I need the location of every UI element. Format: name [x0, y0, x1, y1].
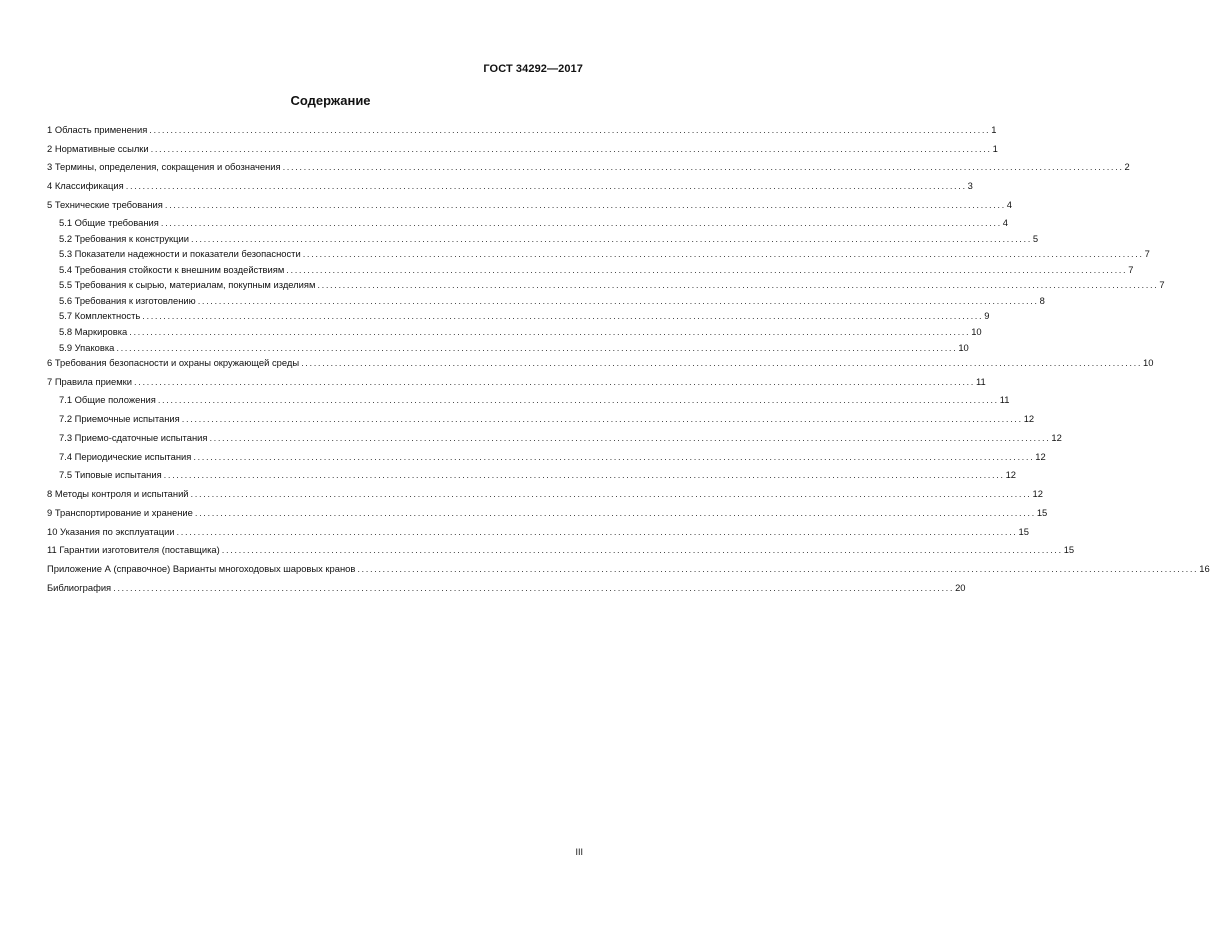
toc-subentry[interactable] — [59, 324, 982, 338]
toc-leader-dots: ........................................................................................................................................................................................................ — [149, 124, 991, 135]
toc-leader-dots: ........................................................................................................................................................................................................ — [357, 563, 1199, 574]
toc-entry[interactable] — [47, 580, 966, 594]
page-title: Содержание — [290, 93, 371, 108]
toc-entry-label: 5.8 Маркировка — [59, 326, 128, 337]
toc-entry-page: 4 — [1002, 217, 1009, 228]
toc-entry-page: 7 — [1128, 264, 1134, 275]
toc-entry-page: 15 — [1018, 526, 1029, 537]
toc-entry[interactable] — [47, 505, 1048, 519]
toc-leader-dots: ........................................................................................................................................................................................................ — [282, 161, 1124, 172]
toc-entry-page: 12 — [1035, 451, 1046, 462]
toc-leader-dots: ........................................................................................................................................................................................................ — [197, 295, 1039, 306]
toc-entry-label: 3 Термины, определения, сокращения и обозначения — [47, 161, 281, 172]
toc-entry-label: 7.5 Типовые испытания — [59, 469, 162, 480]
toc-entry-label: 9 Транспортирование и хранение — [47, 507, 193, 518]
toc-leader-dots: ........................................................................................................................................................................................................ — [181, 413, 1023, 424]
toc-entry-page: 12 — [1005, 469, 1017, 480]
toc-subentry[interactable] — [59, 411, 1035, 425]
toc-subentry[interactable] — [59, 246, 1150, 260]
toc-entry[interactable] — [47, 542, 1075, 556]
toc-subentry[interactable] — [59, 262, 1134, 276]
toc-entry[interactable] — [47, 374, 986, 388]
toc-leader-dots: ........................................................................................................................................................................................................ — [142, 310, 984, 321]
toc-entry-label: 8 Методы контроля и испытаний — [47, 488, 189, 499]
toc-subentry[interactable] — [59, 467, 1017, 481]
toc-entry-page: 7 — [1159, 279, 1165, 290]
toc-leader-dots: ........................................................................................................................................................................................................ — [157, 394, 999, 405]
toc-entry-label: 7.4 Периодические испытания — [59, 451, 192, 462]
toc-entry-page: 11 — [975, 376, 986, 387]
toc-entry-page: 10 — [971, 326, 982, 337]
toc-entry[interactable] — [47, 561, 1210, 575]
toc-leader-dots: ........................................................................................................................................................................................................ — [134, 376, 975, 387]
toc-entry-label: 5.2 Требования к конструкции — [59, 233, 189, 244]
toc-leader-dots: ........................................................................................................................................................................................................ — [194, 507, 1036, 518]
toc-entry-page: 20 — [955, 582, 966, 593]
toc-leader-dots: ........................................................................................................................................................................................................ — [125, 180, 967, 191]
toc-leader-dots: ........................................................................................................................................................................................................ — [150, 143, 992, 154]
toc-entry-label: 5.1 Общие требования — [59, 217, 159, 228]
toc-leader-dots: ........................................................................................................................................................................................................ — [302, 248, 1144, 259]
toc-entry-page: 10 — [958, 342, 969, 353]
toc-leader-dots: ........................................................................................................................................................................................................ — [301, 357, 1143, 368]
toc-entry-label: 11 Гарантии изготовителя (поставщика) — [47, 544, 220, 555]
toc-entry-label: Приложение А (справочное) Варианты многоходовых шаровых кранов — [47, 563, 356, 574]
toc-entry-label: 4 Классификация — [47, 180, 124, 191]
toc-entry-page: 11 — [999, 394, 1010, 405]
standard-number: ГОСТ 34292—2017 — [483, 63, 583, 75]
toc-entry-page: 12 — [1023, 413, 1035, 424]
toc-entry-label: 2 Нормативные ссылки — [47, 143, 149, 154]
toc-entry[interactable] — [47, 197, 1013, 211]
toc-subentry[interactable] — [59, 231, 1039, 245]
toc-entry-page: 16 — [1199, 563, 1210, 574]
toc-entry-label: 5.3 Показатели надежности и показатели безопасности — [59, 248, 301, 259]
toc-leader-dots: ........................................................................................................................................................................................................ — [193, 451, 1035, 462]
toc-entry-page: 8 — [1039, 295, 1045, 306]
toc-subentry[interactable] — [59, 215, 1009, 229]
toc-entry-label: 7.3 Приемо-сдаточные испытания — [59, 432, 208, 443]
toc-entry[interactable] — [47, 355, 1154, 369]
toc-entry-label: 7.2 Приемочные испытания — [59, 413, 180, 424]
toc-leader-dots: ........................................................................................................................................................................................................ — [163, 469, 1005, 480]
toc-leader-dots: ........................................................................................................................................................................................................ — [164, 199, 1006, 210]
toc-entry[interactable] — [47, 159, 1130, 173]
toc-leader-dots: ........................................................................................................................................................................................................ — [190, 488, 1032, 499]
toc-leader-dots: ........................................................................................................................................................................................................ — [113, 582, 955, 593]
toc-leader-dots: ........................................................................................................................................................................................................ — [209, 432, 1051, 443]
toc-entry-label: 5.6 Требования к изготовлению — [59, 295, 196, 306]
toc-subentry[interactable] — [59, 392, 1010, 406]
toc-leader-dots: ........................................................................................................................................................................................................ — [116, 342, 958, 353]
toc-entry[interactable] — [47, 524, 1029, 538]
toc-leader-dots: ........................................................................................................................................................................................................ — [221, 544, 1063, 555]
toc-entry-label: 5.5 Требования к сырью, материалам, покупным изделиям — [59, 279, 316, 290]
toc-subentry[interactable] — [59, 340, 969, 354]
toc-entry-page: 5 — [1032, 233, 1039, 244]
toc-subentry[interactable] — [59, 293, 1045, 307]
toc-leader-dots: ........................................................................................................................................................................................................ — [317, 279, 1159, 290]
toc-entry-page: 1 — [992, 143, 998, 154]
toc-entry-label: 5 Технические требования — [47, 199, 163, 210]
toc-entry[interactable] — [47, 122, 997, 136]
toc-subentry[interactable] — [59, 308, 990, 322]
toc-entry-page: 10 — [1143, 357, 1154, 368]
toc-entry-label: 1 Область применения — [47, 124, 148, 135]
toc-entry-page: 15 — [1063, 544, 1075, 555]
toc-entry-page: 1 — [991, 124, 997, 135]
toc-leader-dots: ........................................................................................................................................................................................................ — [129, 326, 971, 337]
toc-entry-label: 5.4 Требования стойкости к внешним воздействиям — [59, 264, 285, 275]
toc-entry-label: 7 Правила приемки — [47, 376, 133, 387]
page-folio: III — [575, 847, 583, 857]
toc-entry-page: 3 — [967, 180, 973, 191]
toc-entry-page: 9 — [984, 310, 990, 321]
toc-entry-label: 6 Требования безопасности и охраны окружающей среды — [47, 357, 300, 368]
toc-entry[interactable] — [47, 178, 973, 192]
toc-subentry[interactable] — [59, 430, 1062, 444]
toc-entry-label: 5.7 Комплектность — [59, 310, 141, 321]
toc-leader-dots: ........................................................................................................................................................................................................ — [176, 526, 1018, 537]
toc-entry-page: 15 — [1036, 507, 1048, 518]
toc-leader-dots: ........................................................................................................................................................................................................ — [160, 217, 1002, 228]
toc-subentry[interactable] — [59, 277, 1165, 291]
toc-entry-label: 5.9 Упаковка — [59, 342, 115, 353]
toc-entry-page: 4 — [1006, 199, 1013, 210]
toc-entry-page: 12 — [1051, 432, 1062, 443]
toc-entry-label: 7.1 Общие положения — [59, 394, 156, 405]
toc-entry-page: 12 — [1032, 488, 1043, 499]
toc-entry-page: 7 — [1144, 248, 1150, 259]
toc-entry-label: 10 Указания по эксплуатации — [47, 526, 175, 537]
toc-subentry[interactable] — [59, 449, 1046, 463]
toc-leader-dots: ........................................................................................................................................................................................................ — [286, 264, 1128, 275]
toc-entry-page: 2 — [1124, 161, 1130, 172]
toc-leader-dots: ........................................................................................................................................................................................................ — [190, 233, 1032, 244]
toc-entry-label: Библиография — [47, 582, 112, 593]
toc-entry[interactable] — [47, 486, 1043, 500]
toc-entry[interactable] — [47, 141, 998, 155]
